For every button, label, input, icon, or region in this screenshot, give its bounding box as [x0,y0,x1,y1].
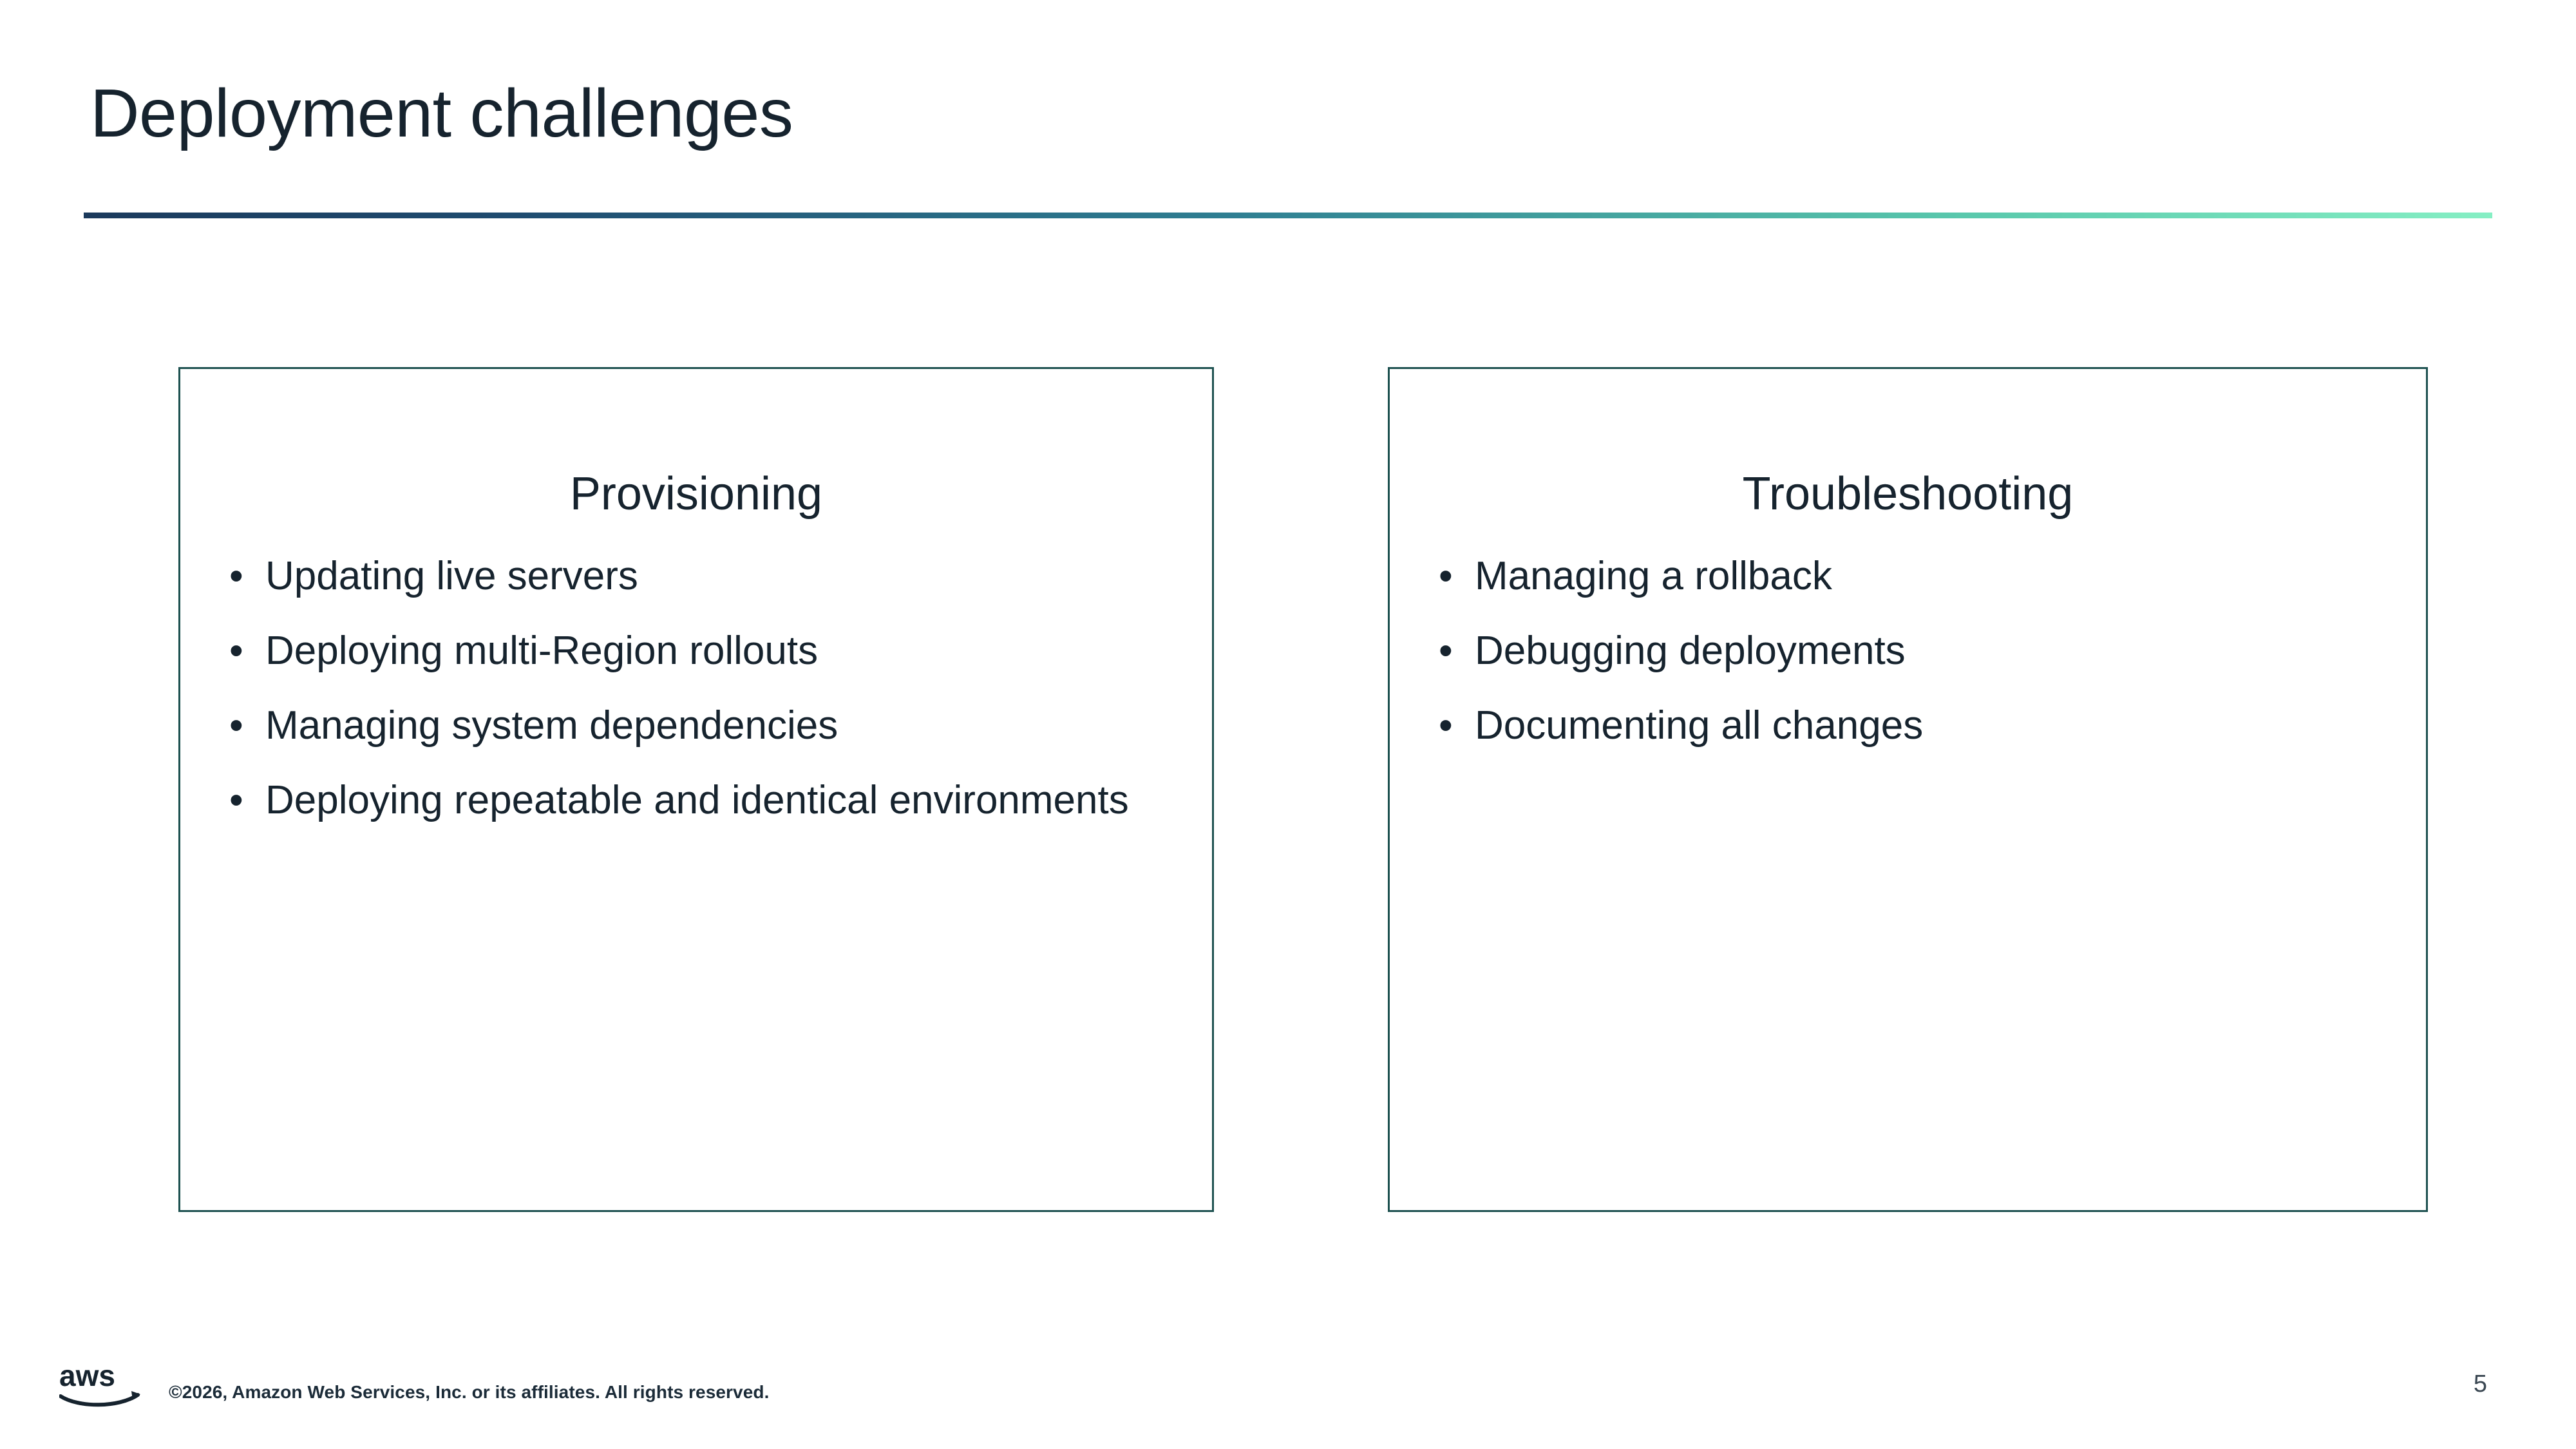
copyright-text: ©2026, Amazon Web Services, Inc. or its affiliates. All rights reserved. [169,1382,770,1402]
list-item-label: Deploying multi-Region rollouts [265,629,819,674]
aws-logo-icon [59,1359,143,1410]
list-item [213,777,1173,824]
bullet-icon: • [229,703,243,748]
list-item-label: Documenting all changes [1475,703,1924,748]
page-title: Deployment challenges [90,75,793,151]
panel-heading: Provisioning [569,468,823,520]
list-item [1422,703,2387,749]
list-item [1422,628,2387,674]
list-item [213,628,1173,674]
list-item-label: Managing a rollback [1475,554,1832,599]
list-item [213,553,1173,600]
bullet-icon: • [229,629,243,674]
panel-provisioning [178,367,1214,1212]
panel-bullet-list [1390,553,2426,749]
list-item-label: Updating live servers [265,554,638,599]
list-item [213,703,1173,749]
list-item-label: Debugging deployments [1475,629,1906,674]
bullet-icon: • [1439,554,1453,599]
bullet-icon: • [1439,703,1453,748]
svg-text:aws: aws [59,1359,115,1392]
panel-heading: Troubleshooting [1742,468,2074,520]
bullet-icon: • [229,777,243,822]
list-item [1422,553,2387,600]
bullet-icon: • [1439,629,1453,674]
list-item-label: Managing system dependencies [265,703,838,748]
page-number: 5 [2473,1370,2487,1397]
panel-bullet-list [180,553,1212,824]
bullet-icon: • [229,554,243,599]
panel-troubleshooting [1388,367,2428,1212]
list-item-label: Deploying repeatable and identical environments [265,777,1129,822]
title-divider [84,213,2492,218]
